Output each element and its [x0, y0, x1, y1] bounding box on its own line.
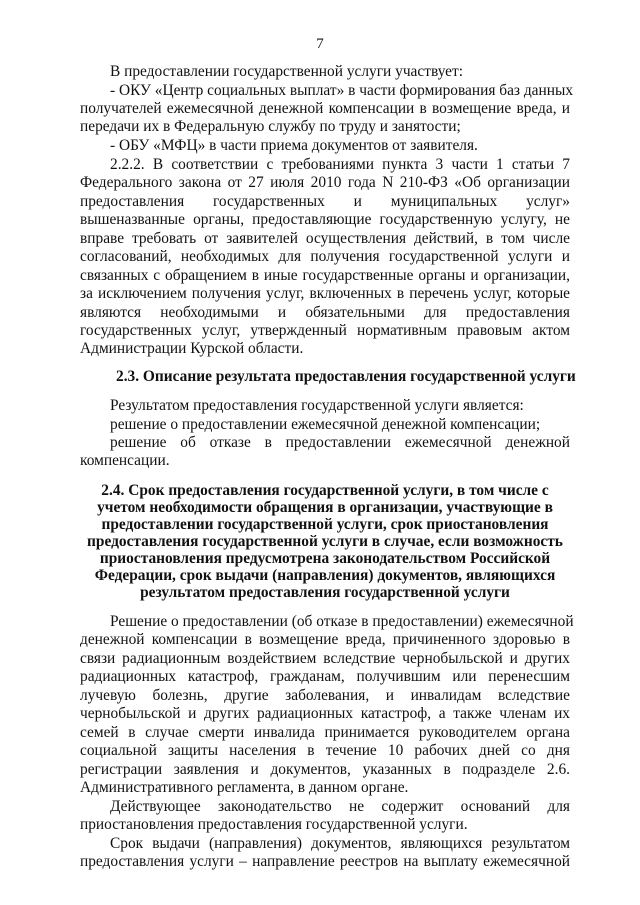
text-line: Решение о предоставлении (об отказе в предоставлении) ежемесячной [110, 613, 574, 630]
text-line: Действующее законодательство не содержит оснований для [110, 798, 570, 815]
text-line: решение о предоставлении ежемесячной денежной компенсации; [110, 416, 541, 433]
section-heading: 2.3. Описание результата предоставления государственной услуги [116, 368, 576, 385]
text-line: социальной защиты населения в течение 10 рабочих дней со дня [80, 742, 570, 759]
text-line: государственных услуг, утвержденный нормативным правовым актом [80, 322, 570, 339]
text-line: получателей ежемесячной денежной компенсации в возмещение вреда, и [80, 100, 570, 117]
text-line: радиационных катастроф, гражданам, получившим или перенесшим [80, 668, 570, 685]
text-line: лучевую болезнь, другие заболевания, и инвалидам вследствие [80, 687, 570, 704]
text-line: связи радиационным воздействием вследствие чернобыльской и других [80, 650, 570, 667]
text-line: вышеназванные органы, предоставляющие государственную услугу, не [80, 211, 570, 228]
text-line: связанных с обращением в иные государственные органы и организации, [80, 267, 570, 284]
text-line: В предоставлении государственной услуги участвует: [110, 63, 464, 80]
text-line: предоставления услуги – направление реестров на выплату ежемесячной [80, 853, 570, 870]
text-line: Срок выдачи (направления) документов, являющихся результатом [110, 835, 570, 852]
text-line: Администрации Курской области. [80, 340, 304, 357]
text-line: компенсации. [80, 452, 170, 469]
text-line: приостановления предоставления государственной услуги. [80, 816, 468, 833]
section-heading: учетом необходимости обращения в организации, участвующие в [97, 499, 553, 516]
text-line: денежной компенсации в возмещение вреда, причиненного здоровью в [80, 631, 570, 648]
text-line: регистрации заявления и документов, указанных в подразделе 2.6. [80, 761, 570, 778]
text-line: предоставления государственных и муниципальных услуг» [80, 193, 570, 210]
section-heading: предоставления государственной услуги в случае, если возможность [87, 533, 563, 550]
text-line: решение об отказе в предоставлении ежемесячной денежной [110, 434, 570, 451]
text-line: вправе требовать от заявителей осуществления действий, в том числе [80, 230, 570, 247]
text-line: 2.2.2. В соответствии с требованиями пункта 3 части 1 статьи 7 [110, 156, 570, 173]
text-line: - ОКУ «Центр социальных выплат» в части формирования баз данных [110, 82, 574, 99]
text-line: передачи их в Федеральную службу по труду и занятости; [80, 118, 461, 135]
text-line: Административного регламента, в данном органе. [80, 779, 409, 796]
text-line: чернобыльской и других радиационных катастроф, а также членам их [80, 705, 570, 722]
section-heading: приостановления предусмотрена законодательством Российской [99, 550, 551, 567]
section-heading: Федерации, срок выдачи (направления) документов, являющихся [94, 567, 556, 584]
text-line: за исключением получения услуг, включенных в перечень услуг, которые [80, 285, 570, 302]
text-line: Результатом предоставления государственной услуги является: [110, 397, 524, 414]
text-line: семей в случае смерти инвалида принимается руководителем органа [80, 724, 570, 741]
section-heading: результатом предоставления государственной услуги [140, 584, 510, 601]
text-line: - ОБУ «МФЦ» в части приема документов от заявителя. [110, 137, 478, 154]
text-line: согласований, необходимых для получения государственной услуги и [80, 248, 570, 265]
text-line: являются необходимыми и обязательными для предоставления [80, 304, 570, 321]
section-heading: 2.4. Срок предоставления государственной услуги, в том числе с [101, 482, 549, 499]
section-heading: предоставлении государственной услуги, срок приостановления [101, 516, 549, 533]
page-number: 7 [316, 36, 324, 52]
text-line: Федерального закона от 27 июля 2010 года N 210-ФЗ «Об организации [80, 174, 570, 191]
